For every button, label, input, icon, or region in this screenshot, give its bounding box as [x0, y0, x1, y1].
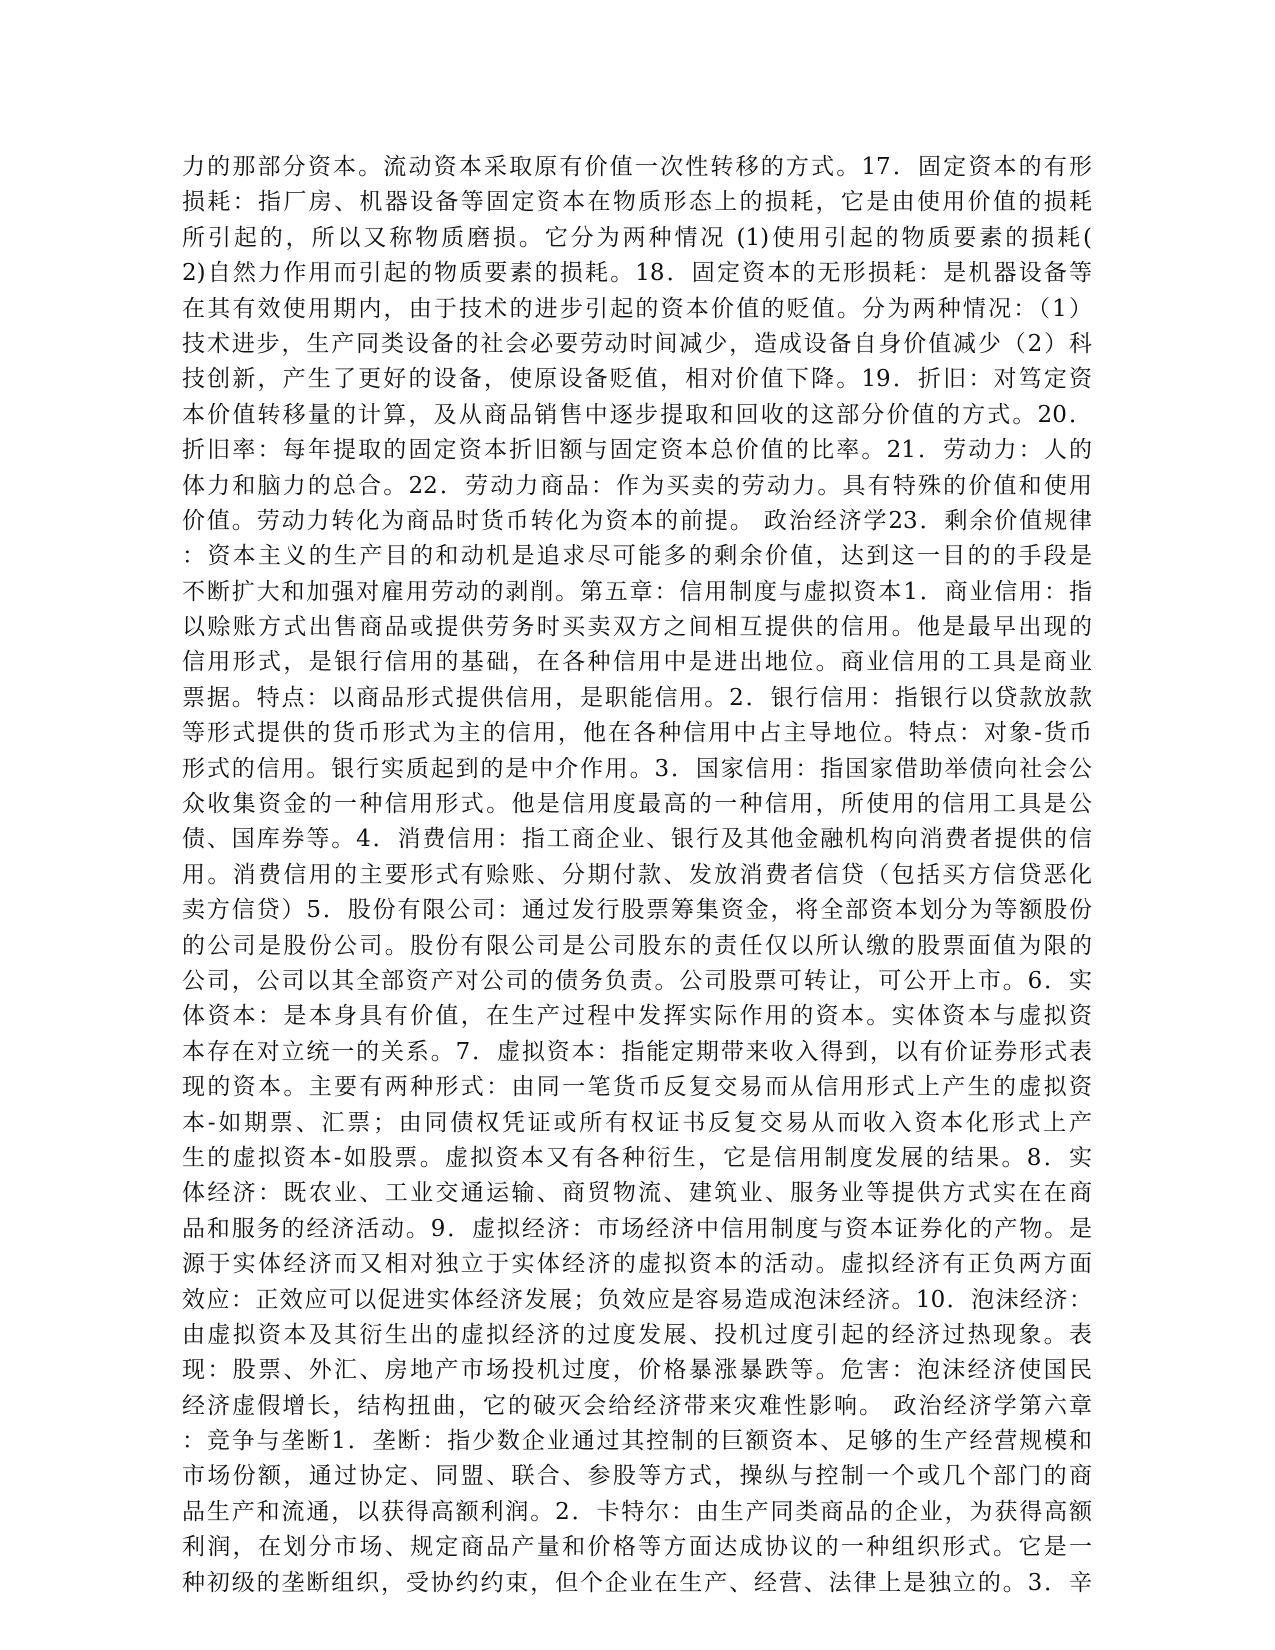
text-line: 现的资本。主要有两种形式：由同一笔货币反复交易而从信用形式上产生的虚拟资 — [182, 1074, 1092, 1101]
text-line: 现：股票、外汇、房地产市场投机过度，价格暴涨暴跌等。危害：泡沫经济使国民 — [182, 1357, 1092, 1384]
text-line: 用。消费信用的主要形式有赊账、分期付款、发放消费者信贷（包括买方信贷恶化 — [182, 861, 1092, 888]
text-line: 力的那部分资本。流动资本采取原有价值一次性转移的方式。17．固定资本的有形 — [182, 154, 1092, 180]
text-line: 品生产和流通，以获得高额利润。2．卡特尔：由生产同类商品的企业，为获得高额 — [182, 1498, 1092, 1525]
text-line: 市场份额，通过协定、同盟、联合、参股等方式，操纵与控制一个或几个部门的商 — [182, 1463, 1092, 1490]
text-line: 源于实体经济而又相对独立于实体经济的虚拟资本的活动。虚拟经济有正负两方面 — [182, 1251, 1092, 1278]
text-line: 体资本：是本身具有价值，在生产过程中发挥实际作用的资本。实体资本与虚拟资 — [182, 1003, 1092, 1030]
text-line: 体经济：既农业、工业交通运输、商贸物流、建筑业、服务业等提供方式实在在商 — [182, 1180, 1092, 1207]
text-line: 价值。劳动力转化为商品时货币转化为资本的前提。 政治经济学23．剩余价值规律 — [182, 507, 1092, 534]
text-line: 本存在对立统一的关系。7．虚拟资本：指能定期带来收入得到，以有价证券形式表 — [182, 1038, 1092, 1065]
text-line: 利润，在划分市场、规定商品产量和价格等方面达成协议的一种组织形式。它是一 — [182, 1534, 1092, 1561]
text-line: 本-如期票、汇票；由同债权凭证或所有权证书反复交易从而收入资本化形式上产 — [182, 1109, 1092, 1136]
text-line: 公司，公司以其全部资产对公司的债务负责。公司股票可转让，可公开上市。6．实 — [182, 967, 1092, 994]
text-line: 形式的信用。银行实质起到的是中介作用。3．国家信用：指国家借助举债向社会公 — [182, 755, 1092, 782]
text-line: 体力和脑力的总合。22．劳动力商品：作为买卖的劳动力。具有特殊的价值和使用 — [182, 472, 1092, 499]
text-line: 以赊账方式出售商品或提供劳务时买卖双方之间相互提供的信用。他是最早出现的 — [182, 614, 1092, 641]
text-line: 的公司是股份公司。股份有限公司是公司股东的责任仅以所认缴的股票面值为限的 — [182, 932, 1092, 959]
text-line: 折旧率：每年提取的固定资本折旧额与固定资本总价值的比率。21．劳动力：人的 — [182, 437, 1092, 464]
text-line: 生的虚拟资本-如股票。虚拟资本又有各种衍生，它是信用制度发展的结果。8．实 — [182, 1144, 1092, 1171]
text-line: 众收集资金的一种信用形式。他是信用度最高的一种信用，所使用的信用工具是公 — [182, 791, 1092, 818]
text-line: 在其有效使用期内，由于技术的进步引起的资本价值的贬值。分为两种情况：（1） — [182, 295, 1092, 322]
text-line: 不断扩大和加强对雇用劳动的剥削。第五章：信用制度与虚拟资本1．商业信用：指 — [182, 578, 1092, 605]
text-line: 经济虚假增长，结构扭曲，它的破灭会给经济带来灾难性影响。 政治经济学第六章 — [182, 1392, 1092, 1419]
text-line: 由虚拟资本及其衍生出的虚拟经济的过度发展、投机过度引起的经济过热现象。表 — [182, 1321, 1092, 1348]
text-line: 2)自然力作用而引起的物质要素的损耗。18．固定资本的无形损耗：是机器设备等 — [182, 260, 1092, 287]
text-line: 技创新，产生了更好的设备，使原设备贬值，相对价值下降。19．折旧：对笃定资 — [182, 366, 1092, 393]
text-line: 种初级的垄断组织，受协约约束，但个企业在生产、经营、法律上是独立的。3．辛 — [182, 1569, 1092, 1596]
text-line: 信用形式，是银行信用的基础，在各种信用中是进出地位。商业信用的工具是商业 — [182, 649, 1092, 676]
text-line: 本价值转移量的计算，及从商品销售中逐步提取和回收的这部分价值的方式。20． — [182, 401, 1092, 428]
text-line: 等形式提供的货币形式为主的信用，他在各种信用中占主导地位。特点：对象-货币 — [182, 720, 1092, 747]
text-line: ：资本主义的生产目的和动机是追求尽可能多的剩余价值，达到这一目的的手段是 — [182, 543, 1092, 570]
text-line: 效应：正效应可以促进实体经济发展；负效应是容易造成泡沫经济。10．泡沫经济： — [182, 1286, 1092, 1313]
text-line: 卖方信贷）5．股份有限公司：通过发行股票筹集资金，将全部资本划分为等额股份 — [182, 897, 1092, 924]
text-line: 品和服务的经济活动。9．虚拟经济：市场经济中信用制度与资本证券化的产物。是 — [182, 1215, 1092, 1242]
text-line: 票据。特点：以商品形式提供信用，是职能信用。2．银行信用：指银行以贷款放款 — [182, 684, 1092, 711]
text-line: ：竞争与垄断1．垄断：指少数企业通过其控制的巨额资本、足够的生产经营规模和 — [182, 1428, 1092, 1455]
text-line: 损耗：指厂房、机器设备等固定资本在物质形态上的损耗，它是由使用价值的损耗 — [182, 189, 1092, 216]
text-line: 技术进步，生产同类设备的社会必要劳动时间减少，造成设备自身价值减少（2）科 — [182, 330, 1092, 357]
text-line: 所引起的，所以又称物质磨损。它分为两种情况 (1)使用引起的物质要素的损耗( — [182, 224, 1092, 251]
body-text — [182, 150, 1092, 1601]
text-line: 债、国库券等。4．消费信用：指工商企业、银行及其他金融机构向消费者提供的信 — [182, 826, 1092, 853]
